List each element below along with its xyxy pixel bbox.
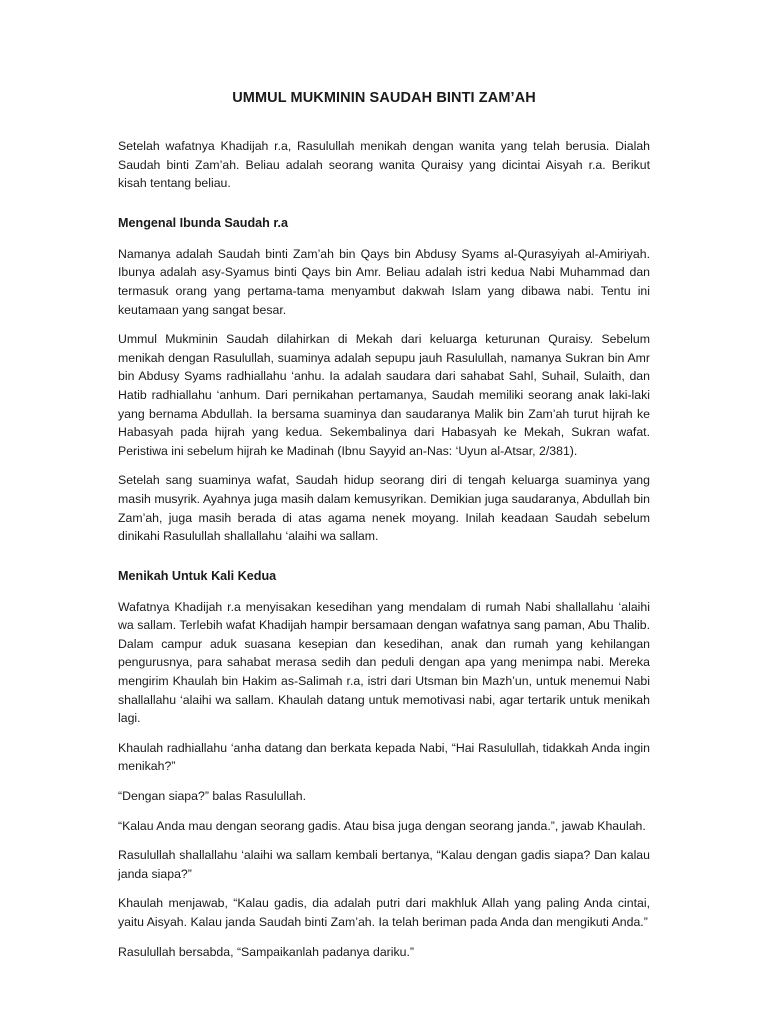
section-heading: Menikah Untuk Kali Kedua xyxy=(118,568,277,583)
paragraph: Wafatnya Khadijah r.a menyisakan kesedihan yang mendalam di rumah Nabi shallallahu ‘alaihi wa sallam. Terlebih wafat Khadijah hampir bersamaan dengan wafatnya sang paman, Abu Thalib. Dalam campur aduk suasana kesepian dan kesedihan, anak dan rumah yang kehilangan pengurusnya, para sahabat merasa sedih dan peduli dengan apa yang menimpa nabi. Mereka mengirim Khaulah bin Hakim as-Salimah r.a, istri dari Utsman bin Mazh’un, untuk menemui Nabi shallallahu ‘alaihi wa sallam. Khaulah datang untuk memotivasi nabi, agar tertarik untuk menikah lagi. xyxy=(118,599,650,726)
paragraph: Namanya adalah Saudah binti Zam’ah bin Qays bin Abdusy Syams al-Qurasyiyah al-Amiriyah. Ibunya adalah asy-Syamus binti Qays bin Amr. Beliau adalah istri kedua Nabi Muhammad dan termasuk orang yang pertama-tama menyambut dakwah Islam yang dibawa nabi. Tentu ini keutamaan yang sangat besar. xyxy=(118,246,650,317)
paragraph: “Dengan siapa?” balas Rasulullah. xyxy=(118,789,306,804)
paragraph: Khaulah radhiallahu ‘anha datang dan berkata kepada Nabi, “Hai Rasulullah, tidakkah Anda ingin menikah?” xyxy=(118,740,650,774)
spacer xyxy=(118,204,650,214)
paragraph: Rasulullah bersabda, “Sampaikanlah padanya dariku.” xyxy=(118,944,414,959)
section-heading: Mengenal Ibunda Saudah r.a xyxy=(118,215,289,230)
document-title: UMMUL MUKMININ SAUDAH BINTI ZAM’AH xyxy=(232,90,536,106)
spacer xyxy=(118,557,650,567)
section-mengenal-saudah xyxy=(118,214,650,546)
paragraph: Rasulullah shallallahu ‘alaihi wa sallam kembali bertanya, “Kalau dengan gadis siapa? Dan kalau janda siapa?” xyxy=(118,848,650,881)
intro-paragraph: Setelah wafatnya Khadijah r.a, Rasulullah menikah dengan wanita yang telah berusia. Dialah Saudah binti Zam’ah. Beliau adalah seorang wanita Quraisy yang dicintai Aisyah r.a. Berikut kisah tentang beliau. xyxy=(118,139,650,191)
paragraph: “Kalau Anda mau dengan seorang gadis. Atau bisa juga dengan seorang janda.”, jawab Khaulah. xyxy=(118,818,646,833)
section-menikah-kali-kedua xyxy=(118,567,650,962)
paragraph: Setelah sang suaminya wafat, Saudah hidup seorang diri di tengah keluarga suaminya yang masih musyrik. Ayahnya juga masih dalam kemusyrikan. Demikian juga saudaranya, Abdullah bin Zam’ah, juga masih berada di atas agama nenek moyang. Inilah keadaan Saudah sebelum dinikahi Rasulullah shallallahu ‘alaihi wa sallam. xyxy=(118,473,650,544)
paragraph: Ummul Mukminin Saudah dilahirkan di Mekah dari keluarga keturunan Quraisy. Sebelum menikah dengan Rasulullah, suaminya adalah sepupu jauh Rasulullah, namanya Sukran bin Amr bin Abdusy Syams radhiallahu ‘anhu. Ia adalah saudara dari sahabat Sahl, Suhail, Sulaith, dan Hatib radhiallahu ‘anhum. Dari pernikahan pertamanya, Saudah memiliki seorang anak laki-laki yang bernama Abdullah. Ia bersama suaminya dan saudaranya Malik bin Zam’ah turut hijrah ke Habasyah pada hijrah yang kedua. Sekembalinya dari Habasyah ke Mekah, Sukran wafat. Peristiwa ini sebelum hijrah ke Madinah (Ibnu Sayyid an-Nas: ‘Uyun al-Atsar, 2/381). xyxy=(118,332,650,458)
paragraph: Khaulah menjawab, “Kalau gadis, dia adalah putri dari makhluk Allah yang paling Anda cintai, yaitu Aisyah. Kalau janda Saudah binti Zam’ah. Ia telah beriman pada Anda dan mengikuti Anda.” xyxy=(118,896,650,929)
